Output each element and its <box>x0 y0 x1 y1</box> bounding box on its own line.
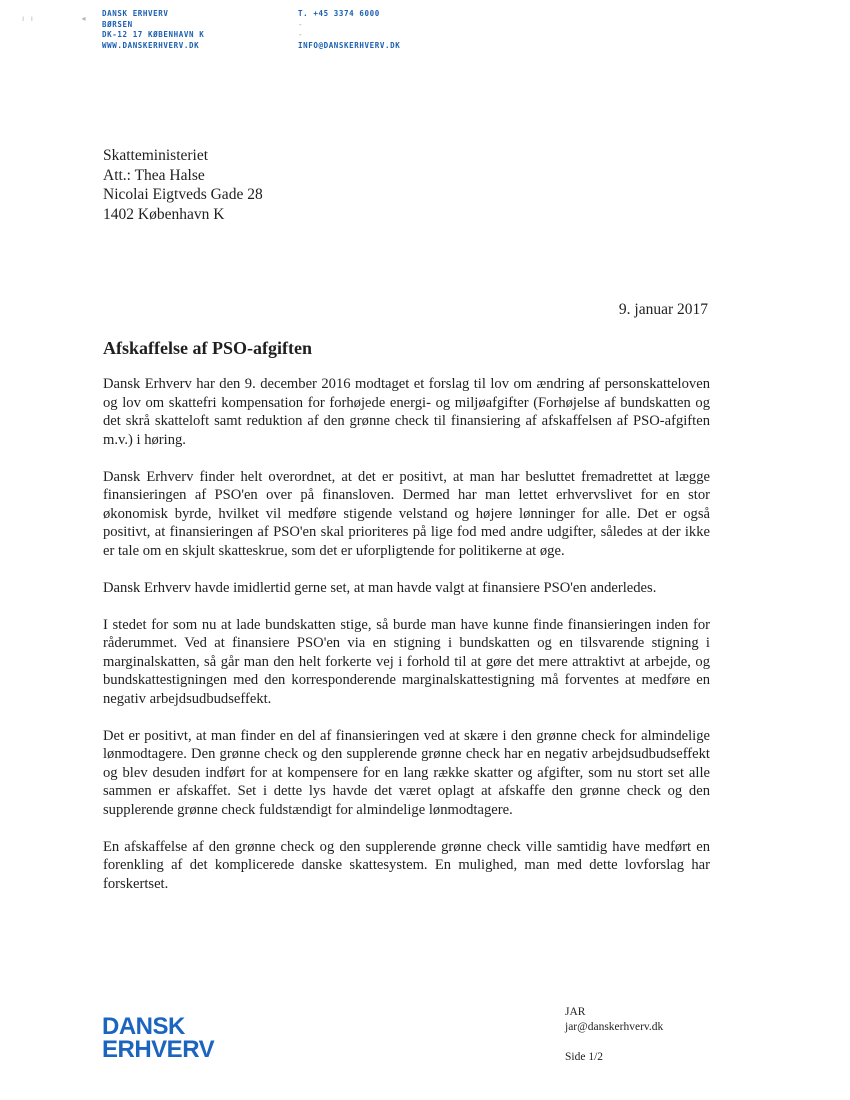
letterhead-dash: - <box>298 19 304 29</box>
body-paragraph: Dansk Erhverv finder helt overordnet, at det er positivt, at man har besluttet fremadrettet at lægge finansieringen af PSO'en over på finansloven. Dermed har man lettet erhvervslivet for en stor økonomisk byrde, hvilket vil medføre stigende velstand og højere lønninger for alle. Det er også positivt, at finansieringen af PSO'en skal prioriteres på lige fod med andre udgifter, således at der ikke er tale om en skjult skatteskrue, som det er uforpligtende for politikerne at øge. <box>103 468 710 559</box>
letterhead-contact <box>298 9 400 51</box>
logo-line-erhverv: ERHVERV <box>102 1036 215 1063</box>
signature-block <box>565 1005 663 1065</box>
body-paragraph: Dansk Erhverv har den 9. december 2016 modtaget et forslag til lov om ændring af personskatteloven og lov om skattefri kompensation for forhøjede energi- og miljøafgifter (Forhøjelse af bundskatten og det skrå skatteloft samt reduktion af den grønne check til finansiering af afskaffelsen af PSO-afgiften m.v.) i høring. <box>103 376 710 448</box>
recipient-att: Att.: Thea Halse <box>103 166 205 184</box>
recipient-city: 1402 København K <box>103 205 225 223</box>
letter-date: 9. januar 2017 <box>618 301 708 318</box>
signature-email-link[interactable]: jar@danskerhverv.dk <box>565 1021 664 1033</box>
letterhead-building: BØRSEN <box>102 19 133 29</box>
letterhead-company: DANSK ERHVERV <box>102 9 169 18</box>
letterhead-website-link[interactable]: WWW.DANSKERHVERV.DK <box>102 40 200 50</box>
letter-subject: Afskaffelse af PSO-afgiften <box>103 338 312 358</box>
body-paragraph: I stedet for som nu at lade bundskatten stige, så burde man have kunne finde finansieringen inden for råderummet. Ved at finansiere PSO'en via en stigning i bundskatten og en tilsvarende stigning i marginalskatten, så går man den helt forkerte vej i forhold til at gøre det mere attraktivt at arbejde, og bundskattestigningen med den korresponderende marginalskattestigning må forventes at medføre en negativ arbejdsudbudseffekt. <box>103 616 710 707</box>
recipient-street: Nicolai Eigtveds Gade 28 <box>103 186 263 203</box>
letter-body <box>103 375 710 912</box>
margin-mark: ı ı <box>22 14 35 23</box>
letterhead-dash: - <box>298 30 304 39</box>
letterhead-email-link[interactable]: INFO@DANSKERHVERV.DK <box>298 40 401 50</box>
body-paragraph: Dansk Erhverv havde imidlertid gerne set, at man havde valgt at finansiere PSO'en anderledes. <box>103 579 657 596</box>
recipient-name: Skatteministeriet <box>103 147 209 164</box>
signature-initials: JAR <box>565 1006 586 1018</box>
recipient-address <box>103 146 263 224</box>
letterhead-postal: DK-12 17 KØBENHAVN K <box>102 30 205 39</box>
page-number: Side 1/2 <box>565 1051 604 1063</box>
dansk-erhverv-logo <box>102 1015 214 1061</box>
letterhead-phone: T. +45 3374 6000 <box>298 9 380 18</box>
body-paragraph: En afskaffelse af den grønne check og den supplerende grønne check ville samtidig have medført en forenkling af det komplicerede danske skattesystem. En mulighed, man med dette lovforslag har forskertset. <box>103 838 710 892</box>
letterhead-address <box>102 9 204 51</box>
margin-mark: ◂ <box>81 14 88 23</box>
body-paragraph: Det er positivt, at man finder en del af finansieringen ved at skære i den grønne check for almindelige lønmodtagere. Den grønne check og den supplerende grønne check har en negativ arbejdsudbudseffekt og blev desuden indført for at kompensere for en lang række skatter og afgifter, som nu stort set alle sammen er afskaffet. Set i dette lys havde det været oplagt at afskaffe den grønne check og den supplerende grønne check fuldstændigt for almindelige lønmodtagere. <box>103 727 710 818</box>
logo-line-dansk: DANSK <box>102 1013 185 1040</box>
